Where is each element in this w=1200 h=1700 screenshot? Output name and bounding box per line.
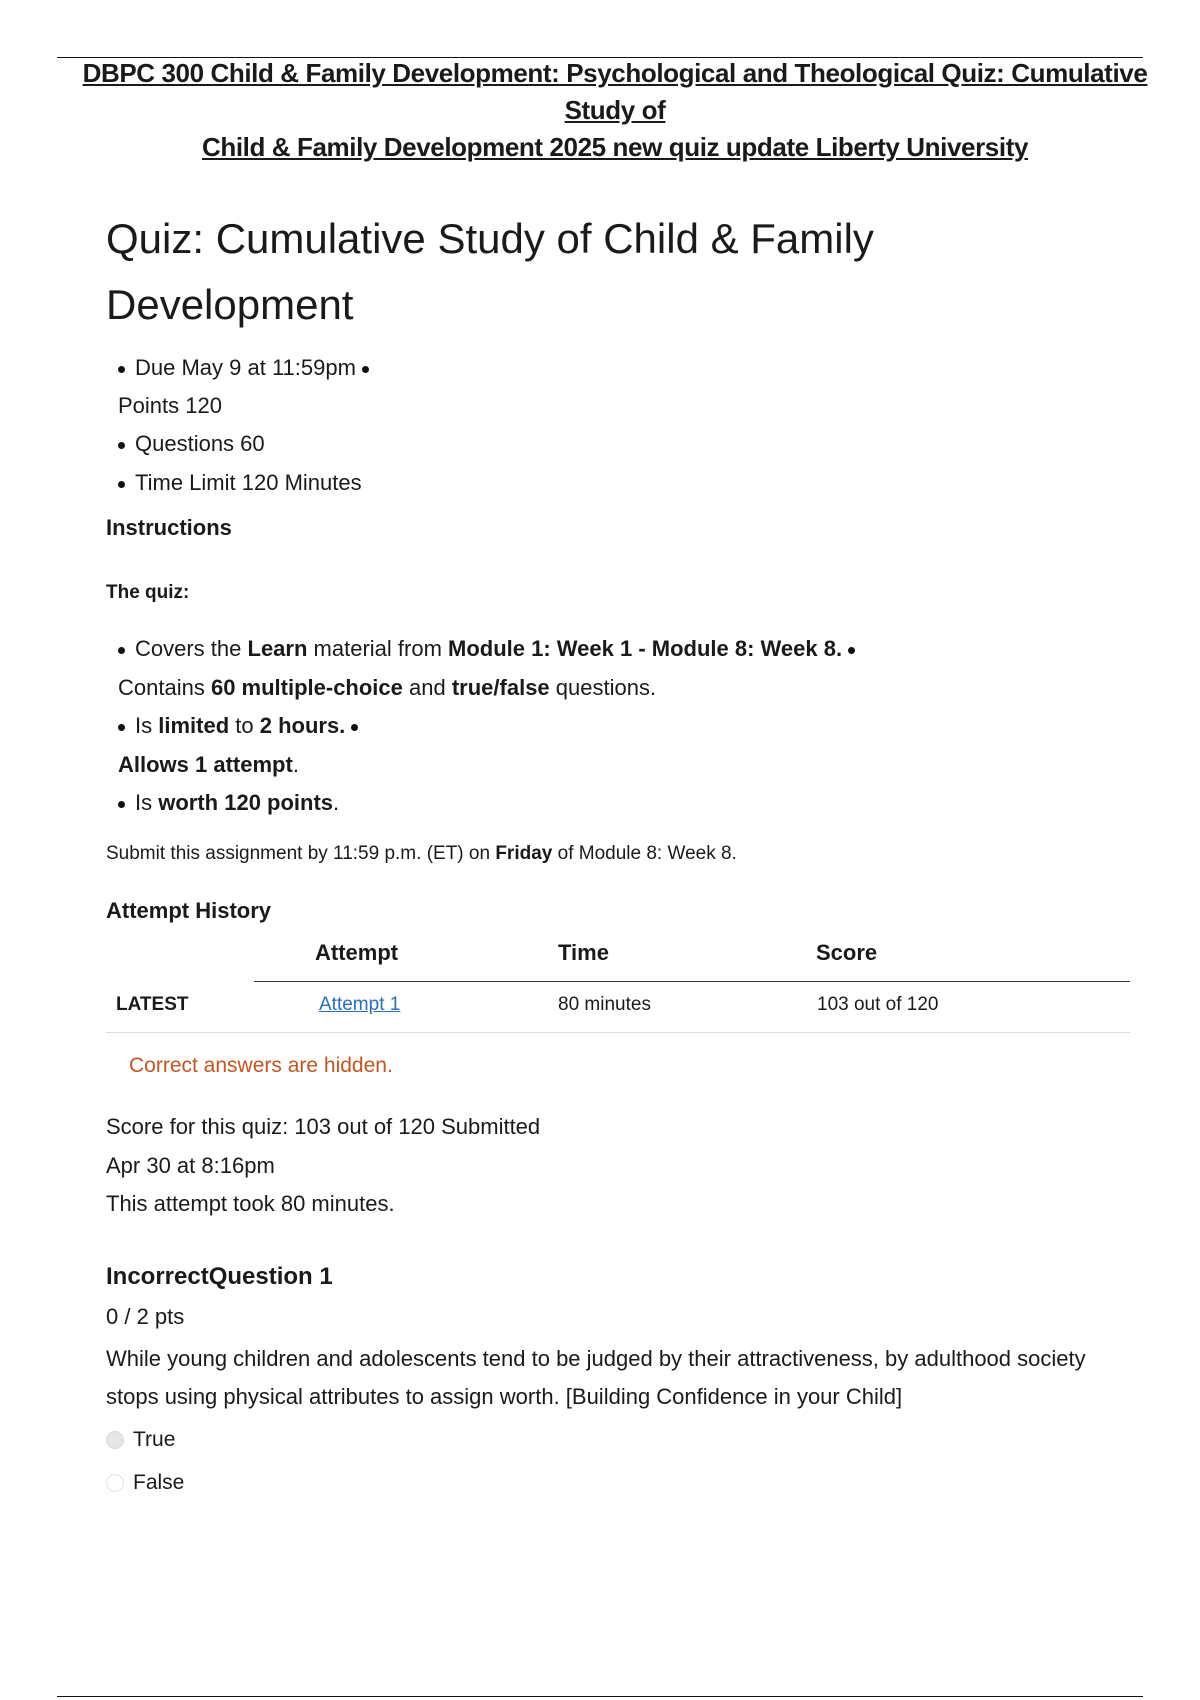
answer-option-false[interactable] <box>106 1471 184 1495</box>
bullet-icon <box>118 442 125 449</box>
column-header-score: Score <box>816 940 878 965</box>
answer-option-true[interactable] <box>106 1428 175 1452</box>
attempt-score: 103 out of 120 <box>817 994 939 1015</box>
bullet-icon <box>118 366 125 373</box>
quiz-title-line-2: Development <box>106 281 354 328</box>
score-line: Score for this quiz: 103 out of 120 Submitted <box>106 1114 541 1139</box>
bullet-icon <box>118 801 125 808</box>
instruction-worth: Is worth 120 points. <box>118 788 339 818</box>
attempt-time: 80 minutes <box>558 994 651 1015</box>
bullet-icon <box>118 647 125 654</box>
bullet-icon <box>362 366 369 373</box>
bullet-icon <box>118 724 125 731</box>
quiz-title-line-1: Quiz: Cumulative Study of Child & Family <box>106 215 874 262</box>
attempt-1-link[interactable]: Attempt 1 <box>319 994 401 1015</box>
quiz-time-limit: Time Limit 120 Minutes <box>118 468 362 498</box>
attempt-duration: This attempt took 80 minutes. <box>106 1191 395 1216</box>
instructions-heading: Instructions <box>106 515 232 540</box>
column-header-time: Time <box>558 940 609 965</box>
bullet-icon <box>848 647 855 654</box>
header-line-1: DBPC 300 Child & Family Development: Psychological and Theological Quiz: Cumulative Study of <box>82 58 1148 125</box>
instruction-allows: Allows 1 attempt. <box>118 752 299 777</box>
quiz-points: Points 120 <box>118 393 222 418</box>
table-header-divider <box>254 981 1130 982</box>
instruction-contains: Contains 60 multiple-choice and true/false questions. <box>118 675 657 700</box>
document-header <box>70 55 1160 166</box>
bullet-icon <box>118 481 125 488</box>
answers-hidden-notice: Correct answers are hidden. <box>129 1054 393 1077</box>
bullet-icon <box>351 724 358 731</box>
submitted-date: Apr 30 at 8:16pm <box>106 1152 275 1178</box>
question-text: While young children and adolescents tend to be judged by their attractiveness, by adulthood society stops using physical attributes to assign worth. [Building Confidence in your Child] <box>106 1346 1086 1409</box>
question-heading: IncorrectQuestion 1 <box>106 1263 333 1290</box>
question-points: 0 / 2 pts <box>106 1304 185 1329</box>
column-header-attempt: Attempt <box>315 940 399 965</box>
instruction-covers: Covers the Learn material from Module 1: Week 1 - Module 8: Week 8. <box>118 634 855 664</box>
header-line-2: Child & Family Development 2025 new quiz update Liberty University <box>201 132 1029 162</box>
answer-option-label: True <box>133 1428 176 1451</box>
bottom-divider <box>57 1696 1143 1697</box>
radio-icon[interactable] <box>106 1474 124 1492</box>
submit-deadline-note: Submit this assignment by 11:59 p.m. (ET) on Friday of Module 8: Week 8. <box>106 843 737 864</box>
quiz-questions: Questions 60 <box>118 429 265 459</box>
table-row-divider <box>106 1032 1130 1033</box>
row-latest-label: LATEST <box>116 994 189 1015</box>
quiz-due: Due May 9 at 11:59pm <box>118 353 369 383</box>
attempt-history-heading: Attempt History <box>106 898 272 923</box>
radio-selected-icon[interactable] <box>106 1431 124 1449</box>
answer-option-label: False <box>133 1471 185 1494</box>
quiz-title <box>106 206 1006 338</box>
instruction-limited: Is limited to 2 hours. <box>118 711 358 741</box>
instructions-intro: The quiz: <box>106 582 190 603</box>
score-summary <box>106 1108 540 1224</box>
